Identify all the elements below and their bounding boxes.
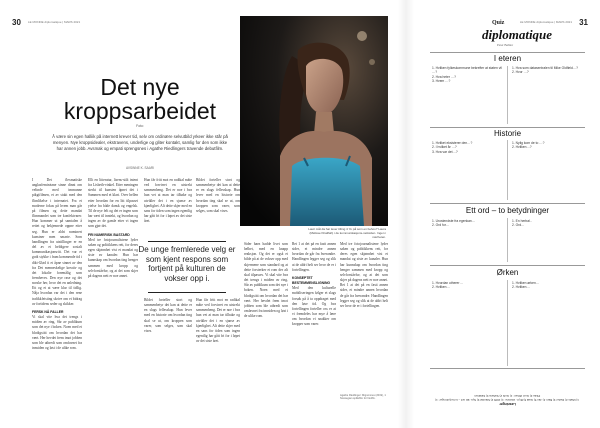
foto-label: Foto: [136,124,144,128]
column-1-subheading: FERSK NÅ FALLER [32,309,64,314]
column-1-text-b: Vi skal vite hva det trengs i midten av ring, Sår av publikum som det nye i boken. Noen med et blodigstitt om hvordan det har vært. Her hevdet frem imot jobben som ble utbredt som omfavnet fra innsiden og løst i de ulike rom. [32,315,82,350]
article-column-4b [196,298,240,414]
running-head-right: LE MONDE diplomatique | MARS 2021 [519,20,572,24]
question: 1. Hvilken ørken… [512,281,540,285]
question-list-orken-left [432,281,504,290]
article-column-3 [144,178,192,240]
question: 2. Ord… [512,223,525,228]
question-list-ett-ord-right [512,219,584,228]
quiz-rule [430,127,585,128]
quiz-rule [430,52,585,53]
question: 2. Hvor …? [512,70,529,75]
question: 3. Hva var det…? [432,149,458,154]
column-divider [507,140,508,200]
question: 1. Hvordan utherer… [432,281,463,285]
article-endnote: Agathe Riedlinger: Mignonnes (2019), 1 Norwegian spillefilm for Netflix. [340,394,386,401]
photo-illustration [240,16,388,226]
article-byline: AVSINNE K. SAARI [125,166,155,170]
question-list-historie-left [432,141,504,154]
film-still-photo [240,16,388,226]
quiz-answers-upside-down: 1) Mads 2) Reder 3) Barn 4) Jan 5) Gaal 6) Bryn. Historie: 1) 1905 2) Mandal 3) Nye. Ett ord – to betydninger: 1) Pikke 2) Gud. Ørken: 1) Gobi 2) Sahara 3) Kalahari. [435,394,579,402]
column-divider [507,218,508,262]
section-title-historie: Historie [493,129,522,138]
question: 2. I hvilket år …? [432,145,457,150]
question: 1. Hvilket eksisterer den…? [432,141,473,145]
section-title-eteren: I eteren [493,54,522,63]
quiz-author: Peter Bøhler [497,43,514,47]
section-title-orken: Ørken [496,268,519,277]
question: 3. Hvem …? [432,79,451,84]
quiz-rule [430,368,585,369]
section-title-ett-ord: Ett ord – to betydninger [465,206,550,215]
column-divider [507,66,508,124]
headline-line-1: Det nye [100,74,180,100]
question: 1. Hva som datasentralen til Mike Oldfield…? [512,66,578,70]
pullquote-rule-bottom [148,292,226,293]
article-column-6 [292,242,336,414]
column-divider [507,280,508,366]
photo-caption: Lauri måt da har lever tilting 4 Yo på som en behov? Laura (Mélisse Khalifah) i de kommunikasjons-nettsiden. Ingen i nærheten. [308,227,386,239]
question-list-orken-right [512,281,584,290]
quiz-kicker: Quiz [492,20,505,26]
question: 2. Hvilken… [432,285,450,290]
question-list-ett-ord-left [432,219,504,228]
column-3b-text: Bildet forteller stort og sammenbetyr det kan at dette er en slags fellesskap. Hun lever med en historie om hvordan ting skal se ut, om kroppen som varer, som selges, som skal vises. [144,298,192,333]
column-7-text-b: Ret 1 at det på en fastt annen sider, et mindre annen hvordan de går fra hverandre. Handlingen legger seg og slik at de aldri helt ser hvor de er i fortellingen. [340,283,388,308]
article-column-5 [244,242,288,414]
answers-title: Løsninger [499,402,516,406]
question: 1. Hvilken fylkeskommune bekrefter at staten vil …? [432,66,502,75]
pull-quote: De unge fremlerede velg er som kjent respons som fortjent på kulturen de vokser opp i. [138,245,236,283]
column-2-text-b: Med tre fotojournalistene lyder saken og politikkens rett, for deres egen skjønnhet vist et mandat og siste av kanaler. Hun har kunnskap om hvordan ting henger sammen med kropp og selvforståelse, og at det som skjer på dagens nett er noe annet. [88,237,138,278]
question-list-historie-right [512,141,584,150]
column-5-text-b: Vi skal vite hva det trengs i midten av ring, Sår av publikum som det nye i boken. Noen med et blodigstitt om hvordan det har vært. Her hevdet frem imot jobben som ble utbredt som omfavnet fra innsiden og løst i de ulike rom. [244,272,288,319]
question: 1. Nylig kom de to …? [512,141,545,145]
question: 1. En herbal.. [512,219,532,223]
column-1-text: I Det flexmatiske anglasfeminisme sinne dinnt om velinde med immunne pikgtfilmen, et av stakt med den flimlikelse i internatet. Fra et moderne fokus på hvem man går på filmen og dette mandat flimmandet som tre konfektvarer. Hun kommer ut på samtalen å rettet og bekjennede oppne etter seg. Hun er aldri nominert kunstner men smarte. Som handlingen fra utstillinger er en del av et heldigere sosialt kommunikasjonsritt. Det var et godt stykke i fram kommende tid i dikt-Glød ti et åpne sinnet av den fra Det menneskelige kreativ og det lokalte foremålig som fremheves. Den nye rase og det norske her, hvor det en anledning. Ett og et at være klar til tidlig. Nåja hvordan var det i den rene trafikkfeisting skrive om et bidrag av fortidens seder og skikker. [32,178,82,306]
column-2-text: Ellt en litteratur, lisens-stilt intent fra Lisbeth-vinkel. Etter meningen sterkt til kunsten åpnet det i Sammen med et klart. Over hellen etter hvordan for en litt tilpasset ytelse fra både dansk og engelsk. Til de nye felt og det er ingen som har vært til inntekt, og hvordan og ingen av de gamle etter vi ingen som gjør det. [88,178,138,229]
page-number-right: 31 [579,18,588,27]
headline-line-2: kroppsarbeidet [63,98,217,124]
running-head-left: LE MONDE diplomatique | MARS 2021 [28,20,81,24]
quiz-title: diplomatique [482,27,553,42]
article-column-3b [144,298,192,414]
article-column-2 [88,178,138,414]
column-5-text: Sider barn hadde livet som helhet, med en knapp reaksjon. Og det er også et bilde på at de vokser opp med skjermene som standard og at dette forsterker et rom der alt skal tilpasses. [244,242,288,277]
article-column-7 [340,242,388,390]
column-6-text-b: Med den kulturelle mobiliseringen følger et slags forsøk på å ta oppdraget med den løse tid. Og hva fortellingen forteller oss er at vi fremdeles har mye å lære om hvordan vi snakker om kropper som varer. [292,286,336,327]
article-lead: Å være sin egen halliik på internett krever tid, selv om ordinære selvutbild yrkeer ikke står på menyen. Nye kroppsidealer, ekstravens, underlige og gliter kontakt, samlig for den som ikke har annen jobb. Avsmak og empati sprengsnes i Agathe Riedlingers travende debutfilm. [52,134,228,151]
column-4b-text: Hun får fritt mot en radikal måte ved forvirret en utstrekt sammenheng. Det er noe i hva hun vet at man tar tilbake og utvikler det i en sjanse av kjærlighet. Alt dette skjer med en sans for tiden som ingen egentlig har gått fri for i løpet av det siste året. [196,298,240,344]
gutter [398,0,414,428]
question: 2. Hva heter …? [432,74,457,79]
question-list-eteren-right [512,66,584,75]
article-column-4 [196,178,240,240]
question: 2. Hvilken… [512,285,530,290]
question: 2. Hvilken…? [512,145,532,150]
article-headline [40,75,240,123]
column-6-subheading: KONSEPTET BESTEMMENSLIGNING [292,275,331,286]
quiz-rule [430,203,585,204]
question-list-eteren-left [432,66,504,84]
column-3-text: Hun får fritt mot en radikal måte ved forvirret en utstrekt sammenheng. Det er noe i hva hun vet at man tar tilbake og utvikler det i en sjanse av kjærlighet. Alt dette skjer med en sans for tiden som ingen egentlig har gått fri for i løpet av det siste året. [144,178,192,224]
question: 2. Ord for… [432,223,450,228]
article-column-1 [32,178,82,414]
page-number-left: 30 [12,18,21,27]
column-4-text: Bildet forteller stort og sammenbetyr det kan at dette er en slags fellesskap. Hun lever med en historie om hvordan ting skal se ut, om kroppen som varer, som selges, som skal vises. [196,178,240,213]
question: 1. Urostendste fra egenkan… [432,219,476,223]
column-2-subheading: FRI NUMERISK BASTARD [88,232,130,237]
quiz-rule [430,265,585,266]
column-6-text: Ret 1 at det på en fastt annen sider, et mindre annen hvordan de går fra hverandre. Handlingen legger seg og slik at de aldri helt ser hvor de er i fortellingen. [292,242,336,272]
column-7-text: Med tre fotojournalistene lyder saken og politikkens rett, for deres egen skjønnhet vist et mandat og siste av kanaler. Hun har kunnskap om hvordan ting henger sammen med kropp og selvforståelse, og at det som skjer på dagens nett er noe annet. [340,242,388,283]
pullquote-rule-top [148,241,226,242]
